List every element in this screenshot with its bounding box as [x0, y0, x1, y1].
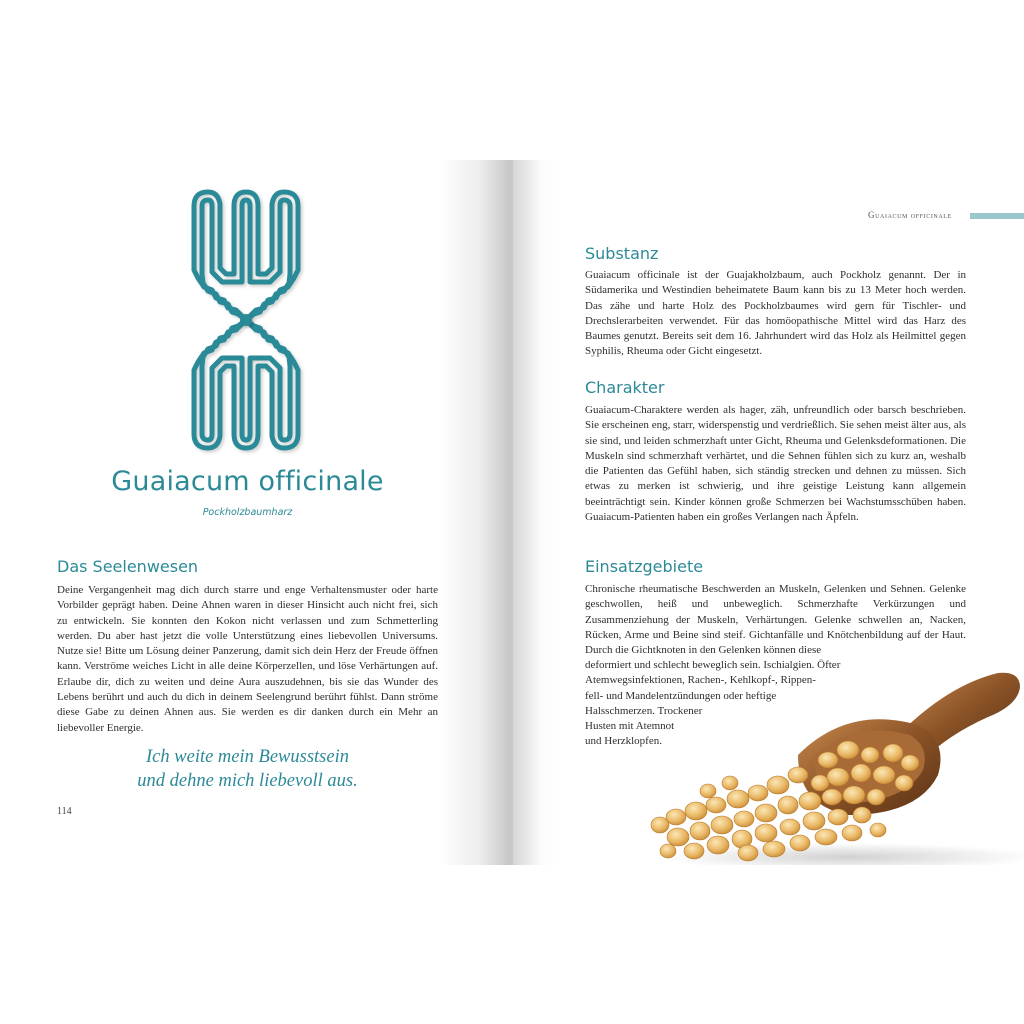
einsatz-line: Husten mit Atemnot: [585, 720, 675, 733]
affirmation-line-1: Ich weite mein Bewusstsein: [146, 747, 349, 767]
charakter-paragraph: Guaiacum-Charaktere werden als hager, zäh, unfreundlich oder barsch beschrieben. Sie erscheinen eng, starr, widerspenstig und verdrießlich. Sie sehen meist älter aus, als sie sind, und leiden schmerzhaft unter Gicht, Rheuma und Gelenksdeformationen. Die Muskeln sind schmerzhaft verhärtet, und die Sehnen fühlen sich zu kurz an, weshalb die Patienten das Gefühl haben, sich ständig strecken und dehnen zu müssen. Sich etwas zu merken ist schwierig, und ihre geistige Leistung kann allgemein beeinträchtigt sein. Kinder können große Schmerzen bei Wachstumsschüben haben. Guaiacum-Patienten haben ein großes Verlangen nach Äpfeln.: [585, 404, 966, 524]
einsatzgebiete-text: [585, 582, 966, 658]
affirmation-quote: [60, 745, 435, 793]
seelenwesen-heading: Das Seelenwesen: [57, 557, 199, 576]
substanz-heading: Substanz: [585, 244, 659, 263]
seelenwesen-paragraph: Deine Vergangenheit mag dich durch starre und enge Verhaltensmuster oder harte Vorbilder geprägt haben. Deine Ahnen waren in dieser Hinsicht auch nicht frei, sich zu entwickeln. Sie konnten den Kokon nicht verlassen und zum Schmetterling werden. Du aber hast jetzt die volle Unterstützung eines liebevollen Universums. Nutze sie! Bitte um Lösung deiner Panzerung, damit sich dein Herz der Freude öffnen kann. Verströme weiches Licht in alle deine Körperzellen, und löse Verhärtungen auf. Erlaube dir, dich zu weiten und deine Aura auszudehnen, bis sie das Wunder des Lebens berührt und auch du dich in deinem Seelengrund berührt fühlst. Dann ströme diese Gabe zu deinen Ahnen aus. Sie werden es dir danken durch ein Mehr an liebevoller Energie.: [57, 584, 438, 734]
einsatz-line: Halsschmerzen. Trockener: [585, 704, 703, 717]
einsatzgebiete-paragraph: Chronische rheumatische Beschwerden an Muskeln, Gelenken und Sehnen. Gelenke geschwollen, heiß und unbeweglich. Schmerzhafte Verkürzungen und Zusammenziehung der Muskeln, Verhärtungen. Gelenke schwellen an, Nacken, Rücken, Arme und Beine sind steif. Gichtanfälle und Knötchenbildung auf der Haut. Durch die Gichtknoten in den Gelenken können diese: [585, 583, 966, 657]
substanz-text: [585, 268, 966, 360]
resin-scoop-image: [648, 665, 1024, 865]
page-number: 114: [57, 806, 72, 817]
remedy-title: Guaiacum officinale: [111, 466, 384, 497]
seelenwesen-text: [57, 583, 438, 736]
remedy-subtitle: Pockholzbaumharz: [202, 507, 293, 518]
guaiacum-symbol-icon: [186, 180, 306, 460]
gutter-shadow-left: [440, 160, 512, 865]
running-head-bar: [970, 213, 1024, 219]
einsatzgebiete-heading: Einsatzgebiete: [585, 557, 704, 576]
affirmation-line-2: und dehne mich liebevoll aus.: [137, 771, 358, 791]
running-head: Guaiacum officinale: [868, 210, 952, 220]
charakter-text: [585, 403, 966, 525]
einsatz-line: Atemwegsinfektionen, Rachen-, Kehlkopf-, Rippen-: [585, 674, 816, 687]
einsatz-line: deformiert und schlecht beweglich sein. Ischialgien. Öfter: [585, 659, 841, 671]
einsatz-line: und Herzklopfen.: [585, 735, 662, 748]
charakter-heading: Charakter: [585, 378, 665, 397]
einsatz-line: fell- und Mandelentzündungen oder heftige: [585, 689, 777, 702]
substanz-paragraph: Guaiacum officinale ist der Guajakholzbaum, auch Pockholz genannt. Der in Südamerika und Westindien beheimatete Baum kann bis zu 13 Meter hoch werden. Das zähe und harte Holz des Pockholzbaumes wird gern für Tischler- und Drechslerarbeiten verwendet. Für das homöopathische Mittel wird das Harz des Baumes genutzt. Bereits seit dem 16. Jahrhundert wird das Holz als Heilmittel gegen Syphilis, Rheuma oder Gicht eingesetzt.: [585, 269, 966, 358]
